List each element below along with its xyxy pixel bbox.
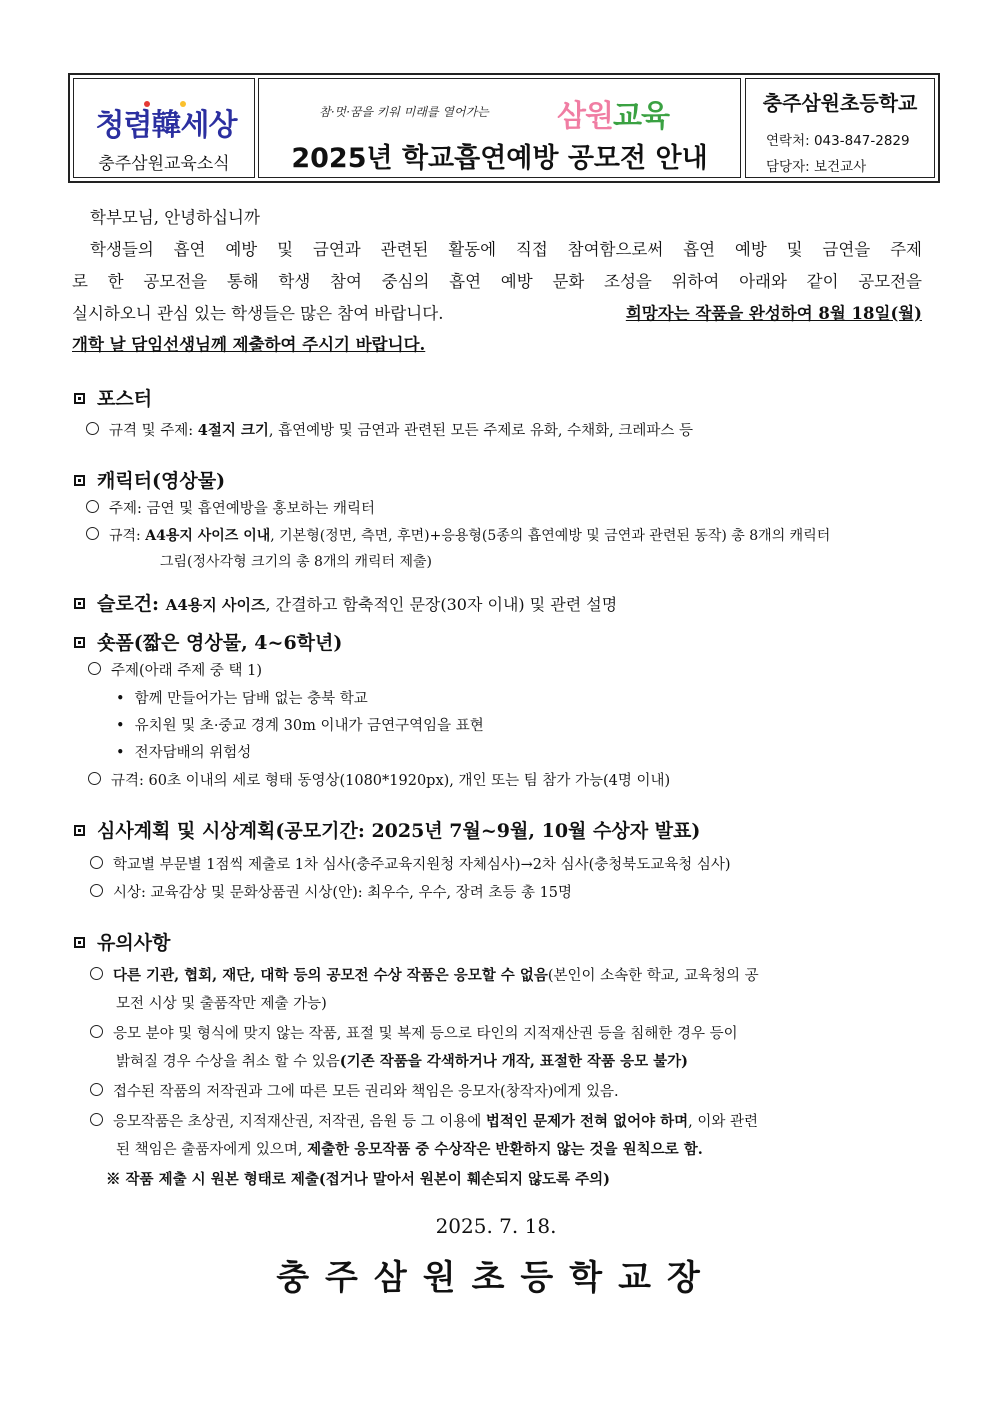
newsletter-name: 충주삼원교육소식 <box>98 154 230 174</box>
square-bullet-icon <box>74 825 85 836</box>
item-text: 주제(아래 주제 중 택 1) <box>111 663 263 679</box>
contact-phone: 연락처: 043-847-2829 <box>766 133 910 149</box>
shorts-topic <box>88 659 262 680</box>
item-emphasis: 법적인 문제가 전혀 없어야 하며 <box>485 1113 689 1130</box>
judging-item <box>90 853 731 874</box>
item-text: , 이와 관련 <box>688 1114 759 1130</box>
document-title: 2025년 학교흡연예방 공모전 안내 <box>291 143 708 174</box>
item-emphasis: 4절지 크기 <box>197 422 269 439</box>
note-item <box>90 1110 758 1131</box>
poster-item <box>86 419 693 440</box>
circle-bullet-icon <box>86 500 99 513</box>
item-emphasis: 다른 기관, 협회, 재단, 대학 등의 공모전 수상 작품은 응모할 수 없음 <box>113 967 548 984</box>
item-text: 학교별 부문별 1점씩 제출로 1차 심사(충주교육지원청 자체심사)→2차 심사(충청북도교육청 심사) <box>113 857 731 873</box>
section-title: 숏폼(짧은 영상물, 4~6학년) <box>97 632 343 654</box>
item-text: 유치원 및 초·중교 경계 30m 이내가 금연구역임을 표현 <box>134 718 484 734</box>
slogan-rest: , 간결하고 함축적인 문장(30자 이내) 및 관련 설명 <box>265 595 618 614</box>
school-slogan <box>319 87 679 134</box>
contact-person: 담당자: 보건교사 <box>766 159 867 175</box>
section-poster <box>74 384 152 411</box>
logo-cell <box>73 78 255 178</box>
circle-bullet-icon <box>90 967 103 980</box>
dot-bullet-icon: • <box>116 691 125 707</box>
logo-text: 청렴韓세상 <box>95 108 237 143</box>
slogan-size: A4용지 사이즈 <box>165 596 266 614</box>
section-slogan <box>74 589 617 616</box>
character-item <box>86 525 830 545</box>
slogan-big-text <box>557 91 669 135</box>
section-judging <box>74 816 700 843</box>
circle-bullet-icon <box>86 422 99 435</box>
logo-dot-icon <box>144 101 150 107</box>
item-text: 밝혀질 경우 수상을 취소 할 수 있음 <box>116 1054 340 1070</box>
header-table <box>68 73 940 183</box>
judging-item <box>90 881 572 902</box>
document-date: 2025. 7. 18. <box>435 1214 557 1238</box>
square-bullet-icon <box>74 475 85 486</box>
section-title: 캐릭터(영상물) <box>97 470 226 492</box>
circle-bullet-icon <box>90 1113 103 1126</box>
shorts-bullet <box>116 714 484 735</box>
circle-bullet-icon <box>90 1025 103 1038</box>
item-text: 전자담배의 위험성 <box>134 745 252 761</box>
item-emphasis: (기존 작품을 각색하거나 개작, 표절한 작품 응모 불가) <box>339 1053 689 1070</box>
intro-line: 학생들의 흡연 예방 및 금연과 관련된 활동에 직접 참여함으로써 흡연 예방 및 금연을 주제 <box>90 240 922 259</box>
school-cell <box>745 78 935 178</box>
character-item-cont: 그림(정사각형 크기의 총 8개의 캐릭터 제출) <box>160 554 432 570</box>
section-notes <box>74 928 170 955</box>
signature: 충주삼원초등학교장 <box>276 1258 716 1298</box>
intro-text: 실시하오니 관심 있는 학생들은 많은 참여 바랍니다. <box>72 304 444 323</box>
shorts-bullet <box>116 741 251 762</box>
square-bullet-icon <box>74 598 85 609</box>
intro-deadline: 개학 날 담임선생님께 제출하여 주시기 바랍니다. <box>72 335 426 354</box>
intro-deadline: 희망자는 작품을 완성하여 8월 18일(월) <box>625 304 922 323</box>
item-emphasis: 제출한 응모작품 중 수상작은 반환하지 않는 것을 원칙으로 함. <box>307 1141 703 1158</box>
item-text: 규격: <box>109 528 146 544</box>
dot-bullet-icon: • <box>116 745 125 761</box>
section-title: 유의사항 <box>97 932 171 954</box>
square-bullet-icon <box>74 937 85 948</box>
item-text: 응모작품은 초상권, 지적재산권, 저작권, 음원 등 그 이용에 <box>113 1114 486 1130</box>
note-item-cont <box>116 1138 703 1159</box>
logo-dot-icon <box>180 101 186 107</box>
section-title: 포스터 <box>97 388 153 410</box>
item-text: (본인이 소속한 학교, 교육청의 공 <box>547 968 759 984</box>
section-character <box>74 466 225 493</box>
submission-warning: ※ 작품 제출 시 원본 형태로 제출(접거나 말아서 원본이 훼손되지 않도록 주의) <box>106 1171 610 1188</box>
title-cell <box>258 78 741 178</box>
item-text: 된 책임은 출품자에게 있으며, <box>116 1142 308 1158</box>
circle-bullet-icon <box>86 527 99 540</box>
shorts-bullet <box>116 687 368 708</box>
shorts-spec <box>88 769 670 790</box>
note-item-cont <box>116 1050 688 1071</box>
slogan-big-part: 교육 <box>612 99 669 134</box>
greeting: 학부모님, 안녕하십니까 <box>90 208 260 227</box>
circle-bullet-icon <box>90 884 103 897</box>
note-item <box>90 1022 738 1043</box>
character-item <box>86 497 375 518</box>
intro-line <box>72 300 922 324</box>
square-bullet-icon <box>74 637 85 648</box>
circle-bullet-icon <box>88 772 101 785</box>
dot-bullet-icon: • <box>116 718 125 734</box>
item-text: 응모 분야 및 형식에 맞지 않는 작품, 표절 및 복제 등으로 타인의 지적재산권 등을 침해한 경우 등이 <box>113 1026 738 1042</box>
section-title: 슬로건: <box>97 593 166 615</box>
item-text: 시상: 교육감상 및 문화상품권 시상(안): 최우수, 우수, 장려 초등 총 15명 <box>113 885 573 901</box>
item-text: 접수된 작품의 저작권과 그에 따른 모든 권리와 책임은 응모자(창작자)에게 있음. <box>113 1084 619 1100</box>
circle-bullet-icon <box>88 662 101 675</box>
section-shorts <box>74 628 342 655</box>
slogan-small-text: 참·멋·꿈을 키워 미래를 열어가는 <box>319 105 489 119</box>
note-item-cont: 모전 시상 및 출품작만 제출 가능) <box>116 996 327 1012</box>
section-title: 심사계획 및 시상계획(공모기간: 2025년 7월~9월, 10월 수상자 발표) <box>97 820 701 842</box>
school-name: 충주삼원초등학교 <box>762 91 918 115</box>
item-text: 규격 및 주제: <box>109 423 198 439</box>
item-text: 규격: 60초 이내의 세로 형태 동영상(1080*1920px), 개인 또는 팀 참가 가능(4명 이내) <box>111 773 671 789</box>
integrity-logo <box>86 95 246 143</box>
item-text: 함께 만들어가는 담배 없는 충북 학교 <box>134 691 368 707</box>
item-text: 주제: 금연 및 흡연예방을 홍보하는 캐릭터 <box>109 501 376 517</box>
slogan-big-part: 삼원 <box>557 99 613 134</box>
square-bullet-icon <box>74 393 85 404</box>
item-emphasis: A4용지 사이즈 이내 <box>145 528 271 544</box>
intro-line: 로 한 공모전을 통해 학생 참여 중심의 흡연 예방 문화 조성을 위하여 아래와 같이 공모전을 <box>72 272 922 291</box>
note-item <box>90 964 922 985</box>
circle-bullet-icon <box>90 856 103 869</box>
item-text: , 흡연예방 및 금연과 관련된 모든 주제로 유화, 수채화, 크레파스 등 <box>268 423 694 439</box>
note-item <box>90 1080 619 1101</box>
item-text: , 기본형(정면, 측면, 후면)+응용형(5종의 흡연예방 및 금연과 관련된 동작) 총 8개의 캐릭터 <box>270 528 831 544</box>
circle-bullet-icon <box>90 1083 103 1096</box>
